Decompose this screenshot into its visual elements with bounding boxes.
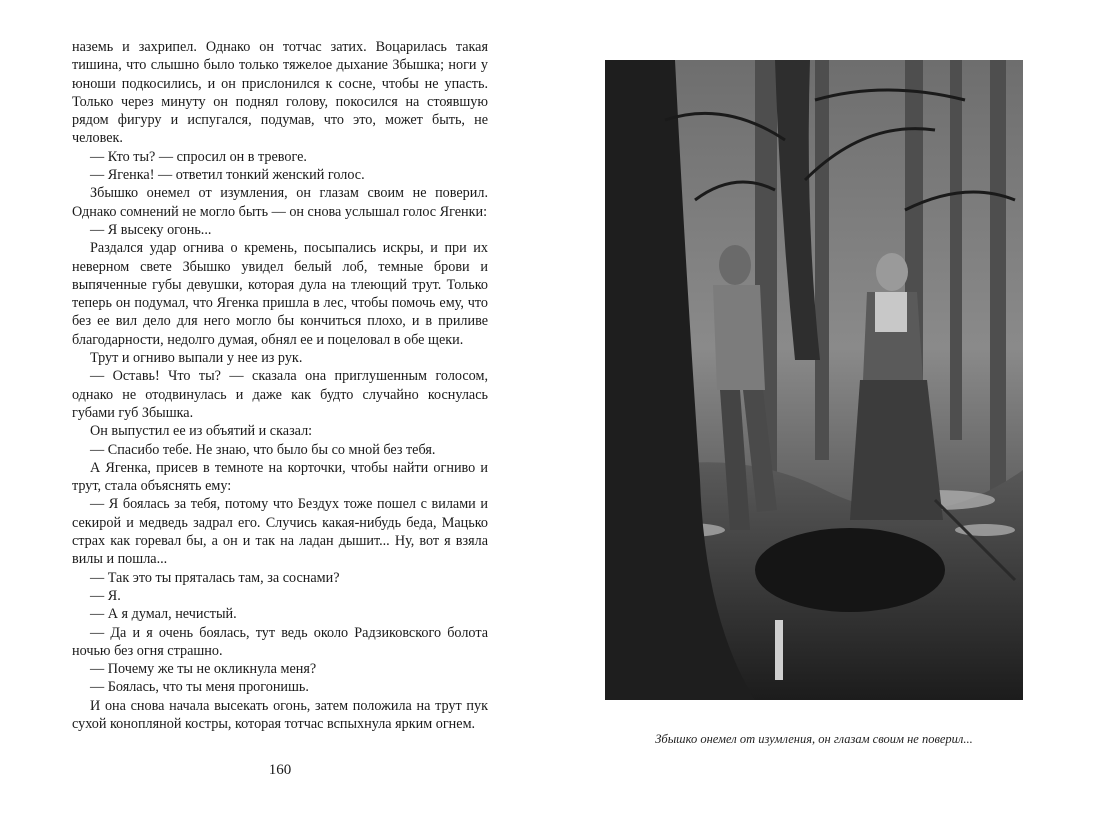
paragraph: — Я высеку огонь...	[90, 221, 212, 238]
paragraph: Раздался удар огнива о кремень, посыпались искры, и при их неверном свете Збышко увидел белый лоб, темные брови и выпяченные губы девушки, которая дула на тлеющий трут. Только теперь он подумал, что Ягенка пришла в лес, чтобы помочь ему, что без ее вил дело для него могло бы кончиться плохо, и в приливе благодарности, недолго думая, обнял ее и поцеловал в обе щеки.	[72, 240, 488, 348]
forest-illustration	[605, 60, 1023, 700]
bear	[755, 528, 945, 612]
paragraph: — Почему же ты не окликнула меня?	[90, 661, 317, 678]
paragraph: наземь и захрипел. Однако он тотчас затих. Воцарилась такая тишина, что слышно было только тяжелое дыхание Збышка; ноги у юноши подкосились, и он прислонился к сосне, чтобы не упасть. Только через минуту он поднял голову, покосился на стоявшую рядом фигуру и испугался, подумав, что это, может быть, не человек.	[72, 39, 488, 147]
axe	[775, 620, 783, 680]
paragraph: — Оставь! Что ты? — сказала она приглушенным голосом, однако не отодвинулась и даже как будто случайно коснулась губами губ Збышка.	[72, 368, 488, 421]
paragraph: — Я боялась за тебя, потому что Бездух тоже пошел с вилами и секирой и медведь задрал его. Случись какая-нибудь беда, Мацько страх как горевал бы, а он и так на ладан дышит... Ну, вот я взяла вилы и пошла...	[72, 496, 488, 568]
paragraph: — Я.	[90, 587, 121, 604]
text-block	[72, 38, 488, 733]
paragraph: — Боялась, что ты меня прогонишь.	[90, 679, 309, 696]
paragraph: — А я думал, нечистый.	[90, 606, 237, 623]
paragraph: — Спасибо тебе. Не знаю, что было бы со мной без тебя.	[90, 441, 436, 458]
paragraph: — Ягенка! — ответил тонкий женский голос.	[90, 167, 365, 184]
paragraph: И она снова начала высекать огонь, затем положила на трут пук сухой конопляной костры, которая тотчас вспыхнула ярким огнем.	[72, 697, 488, 732]
page-number: 160	[268, 762, 292, 778]
paragraph: — Так это ты пряталась там, за соснами?	[90, 569, 340, 586]
illustration-caption: Збышко онемел от изумления, он глазам своим не поверил...	[655, 732, 973, 746]
paragraph: — Да и я очень боялась, тут ведь около Радзиковского болота ночью без огня страшно.	[72, 624, 488, 659]
paragraph: А Ягенка, присев в темноте на корточки, чтобы найти огниво и трут, стала объяснять ему:	[72, 459, 488, 495]
left-page	[72, 38, 488, 778]
right-page	[605, 60, 1023, 747]
paragraph: Збышко онемел от изумления, он глазам своим не поверил. Однако сомнений не могло быть — он снова услышал голос Ягенки:	[72, 185, 488, 220]
paragraph: Трут и огниво выпали у нее из рук.	[90, 350, 303, 367]
paragraph: Он выпустил ее из объятий и сказал:	[90, 423, 313, 440]
paragraph: — Кто ты? — спросил он в тревоге.	[90, 148, 307, 165]
